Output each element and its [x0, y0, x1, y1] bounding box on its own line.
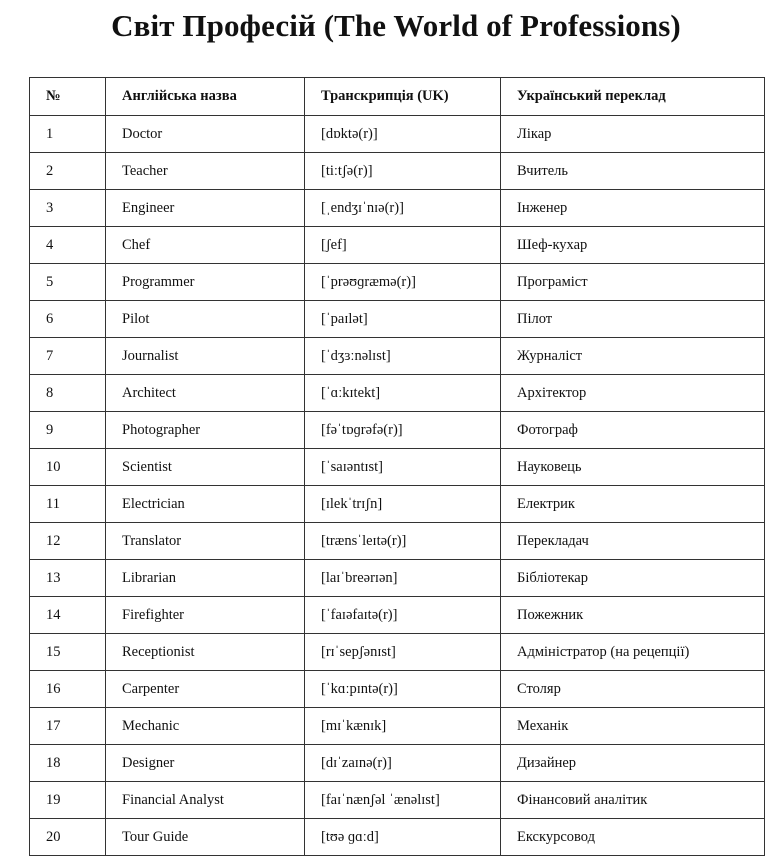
table-row: [30, 301, 765, 338]
cell-ukrainian-translation: Механік: [501, 708, 765, 745]
cell-transcription: [ˈsaɪəntɪst]: [305, 449, 501, 486]
cell-ukrainian-translation: Програміст: [501, 264, 765, 301]
cell-english-name: Librarian: [106, 560, 305, 597]
cell-number: 8: [30, 375, 106, 412]
cell-transcription: [rɪˈsepʃənɪst]: [305, 634, 501, 671]
cell-english-name: Teacher: [106, 153, 305, 190]
cell-transcription: [tiːtʃə(r)]: [305, 153, 501, 190]
cell-number: 13: [30, 560, 106, 597]
table-row: [30, 338, 765, 375]
header-number: №: [30, 78, 106, 116]
table-row: [30, 523, 765, 560]
table-row: [30, 375, 765, 412]
cell-ukrainian-translation: Електрик: [501, 486, 765, 523]
cell-english-name: Mechanic: [106, 708, 305, 745]
cell-number: 20: [30, 819, 106, 856]
cell-ukrainian-translation: Науковець: [501, 449, 765, 486]
cell-english-name: Architect: [106, 375, 305, 412]
cell-number: 3: [30, 190, 106, 227]
cell-english-name: Chef: [106, 227, 305, 264]
table-row: [30, 819, 765, 856]
table-row: [30, 264, 765, 301]
cell-number: 1: [30, 116, 106, 153]
table-row: [30, 671, 765, 708]
cell-ukrainian-translation: Журналіст: [501, 338, 765, 375]
table-row: [30, 486, 765, 523]
cell-transcription: [laɪˈbreərɪən]: [305, 560, 501, 597]
table-body: [30, 116, 765, 856]
professions-table: [29, 77, 765, 856]
cell-ukrainian-translation: Перекладач: [501, 523, 765, 560]
cell-transcription: [mɪˈkænɪk]: [305, 708, 501, 745]
cell-transcription: [ˈprəʊɡræmə(r)]: [305, 264, 501, 301]
cell-ukrainian-translation: Вчитель: [501, 153, 765, 190]
cell-number: 2: [30, 153, 106, 190]
cell-ukrainian-translation: Фінансовий аналітик: [501, 782, 765, 819]
table-row: [30, 782, 765, 819]
cell-ukrainian-translation: Шеф-кухар: [501, 227, 765, 264]
cell-english-name: Scientist: [106, 449, 305, 486]
table-header-row: [30, 78, 765, 116]
header-transcription: Транскрипція (UK): [305, 78, 501, 116]
cell-number: 12: [30, 523, 106, 560]
cell-transcription: [trænsˈleɪtə(r)]: [305, 523, 501, 560]
cell-ukrainian-translation: Архітектор: [501, 375, 765, 412]
cell-number: 19: [30, 782, 106, 819]
cell-number: 15: [30, 634, 106, 671]
cell-ukrainian-translation: Екскурсовод: [501, 819, 765, 856]
cell-number: 10: [30, 449, 106, 486]
table-row: [30, 560, 765, 597]
cell-ukrainian-translation: Дизайнер: [501, 745, 765, 782]
table-row: [30, 634, 765, 671]
cell-transcription: [ˌendʒɪˈnɪə(r)]: [305, 190, 501, 227]
cell-number: 4: [30, 227, 106, 264]
cell-english-name: Firefighter: [106, 597, 305, 634]
table-row: [30, 708, 765, 745]
cell-number: 9: [30, 412, 106, 449]
table-row: [30, 190, 765, 227]
table-row: [30, 597, 765, 634]
table-row: [30, 745, 765, 782]
table-row: [30, 412, 765, 449]
cell-english-name: Programmer: [106, 264, 305, 301]
cell-transcription: [dɪˈzaɪnə(r)]: [305, 745, 501, 782]
table-row: [30, 116, 765, 153]
cell-ukrainian-translation: Лікар: [501, 116, 765, 153]
cell-number: 11: [30, 486, 106, 523]
cell-transcription: [ˈkɑːpɪntə(r)]: [305, 671, 501, 708]
cell-number: 7: [30, 338, 106, 375]
cell-number: 5: [30, 264, 106, 301]
page-title: Світ Професій (The World of Professions): [111, 8, 681, 43]
cell-transcription: [tʊə ɡɑːd]: [305, 819, 501, 856]
cell-english-name: Photographer: [106, 412, 305, 449]
cell-english-name: Carpenter: [106, 671, 305, 708]
cell-transcription: [faɪˈnænʃəl ˈænəlɪst]: [305, 782, 501, 819]
cell-number: 16: [30, 671, 106, 708]
cell-english-name: Journalist: [106, 338, 305, 375]
cell-english-name: Financial Analyst: [106, 782, 305, 819]
table-row: [30, 153, 765, 190]
cell-ukrainian-translation: Пожежник: [501, 597, 765, 634]
cell-ukrainian-translation: Пілот: [501, 301, 765, 338]
cell-english-name: Doctor: [106, 116, 305, 153]
cell-ukrainian-translation: Адміністратор (на рецепції): [501, 634, 765, 671]
cell-english-name: Tour Guide: [106, 819, 305, 856]
cell-transcription: [dɒktə(r)]: [305, 116, 501, 153]
cell-transcription: [ˈfaɪəfaɪtə(r)]: [305, 597, 501, 634]
cell-number: 14: [30, 597, 106, 634]
cell-transcription: [fəˈtɒɡrəfə(r)]: [305, 412, 501, 449]
cell-ukrainian-translation: Бібліотекар: [501, 560, 765, 597]
cell-english-name: Engineer: [106, 190, 305, 227]
cell-ukrainian-translation: Фотограф: [501, 412, 765, 449]
cell-english-name: Translator: [106, 523, 305, 560]
cell-ukrainian-translation: Столяр: [501, 671, 765, 708]
cell-ukrainian-translation: Інженер: [501, 190, 765, 227]
cell-transcription: [ʃef]: [305, 227, 501, 264]
cell-english-name: Electrician: [106, 486, 305, 523]
cell-number: 18: [30, 745, 106, 782]
cell-number: 6: [30, 301, 106, 338]
cell-number: 17: [30, 708, 106, 745]
table-row: [30, 449, 765, 486]
cell-english-name: Pilot: [106, 301, 305, 338]
cell-transcription: [ˈdʒɜːnəlɪst]: [305, 338, 501, 375]
cell-english-name: Designer: [106, 745, 305, 782]
header-ukrainian-translation: Український переклад: [501, 78, 765, 116]
cell-english-name: Receptionist: [106, 634, 305, 671]
cell-transcription: [ˈpaɪlət]: [305, 301, 501, 338]
cell-transcription: [ɪlekˈtrɪʃn]: [305, 486, 501, 523]
header-english-name: Англійська назва: [106, 78, 305, 116]
table-row: [30, 227, 765, 264]
cell-transcription: [ˈɑːkɪtekt]: [305, 375, 501, 412]
